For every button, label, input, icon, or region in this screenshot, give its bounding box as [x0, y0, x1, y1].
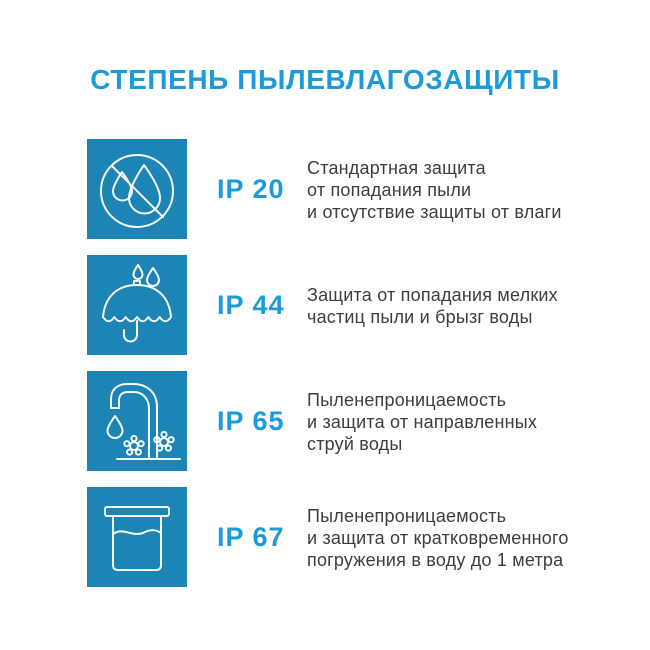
- description-line: погружения в воду до 1 метра: [307, 549, 564, 570]
- description-line: от попадания пыли: [307, 179, 472, 200]
- no-water-drops-icon: [87, 139, 187, 239]
- table-row: [87, 139, 650, 239]
- description-line: и отсутствие защиты от влаги: [307, 201, 562, 222]
- umbrella-rain-icon: [87, 255, 187, 355]
- ip-description: [307, 504, 569, 571]
- ip-description: [307, 283, 558, 328]
- description-line: Пыленепроницаемость: [307, 505, 507, 526]
- ip-description: [307, 156, 562, 223]
- description-line: и защита от направленных: [307, 411, 538, 432]
- page-title: СТЕПЕНЬ ПЫЛЕВЛАГОЗАЩИТЫ: [90, 64, 560, 95]
- ip-rating-label: IP 20: [217, 173, 285, 204]
- ip-description: [307, 388, 537, 455]
- ip-rating-label: IP 44: [217, 289, 285, 320]
- table-row: [87, 487, 650, 587]
- table-row: [87, 255, 650, 355]
- description-line: частиц пыли и брызг воды: [307, 306, 533, 327]
- water-immersion-tank-icon: [87, 487, 187, 587]
- description-line: струй воды: [307, 433, 403, 454]
- table-row: [87, 371, 650, 471]
- ip-rating-label: IP 67: [217, 521, 285, 552]
- ip-rating-label: IP 65: [217, 405, 285, 436]
- rating-rows: [0, 139, 650, 587]
- description-line: Защита от попадания мелких: [307, 284, 558, 305]
- description-line: Стандартная защита: [307, 157, 486, 178]
- faucet-water-jet-icon: [87, 371, 187, 471]
- description-line: Пыленепроницаемость: [307, 389, 507, 410]
- description-line: и защита от кратковременного: [307, 527, 569, 548]
